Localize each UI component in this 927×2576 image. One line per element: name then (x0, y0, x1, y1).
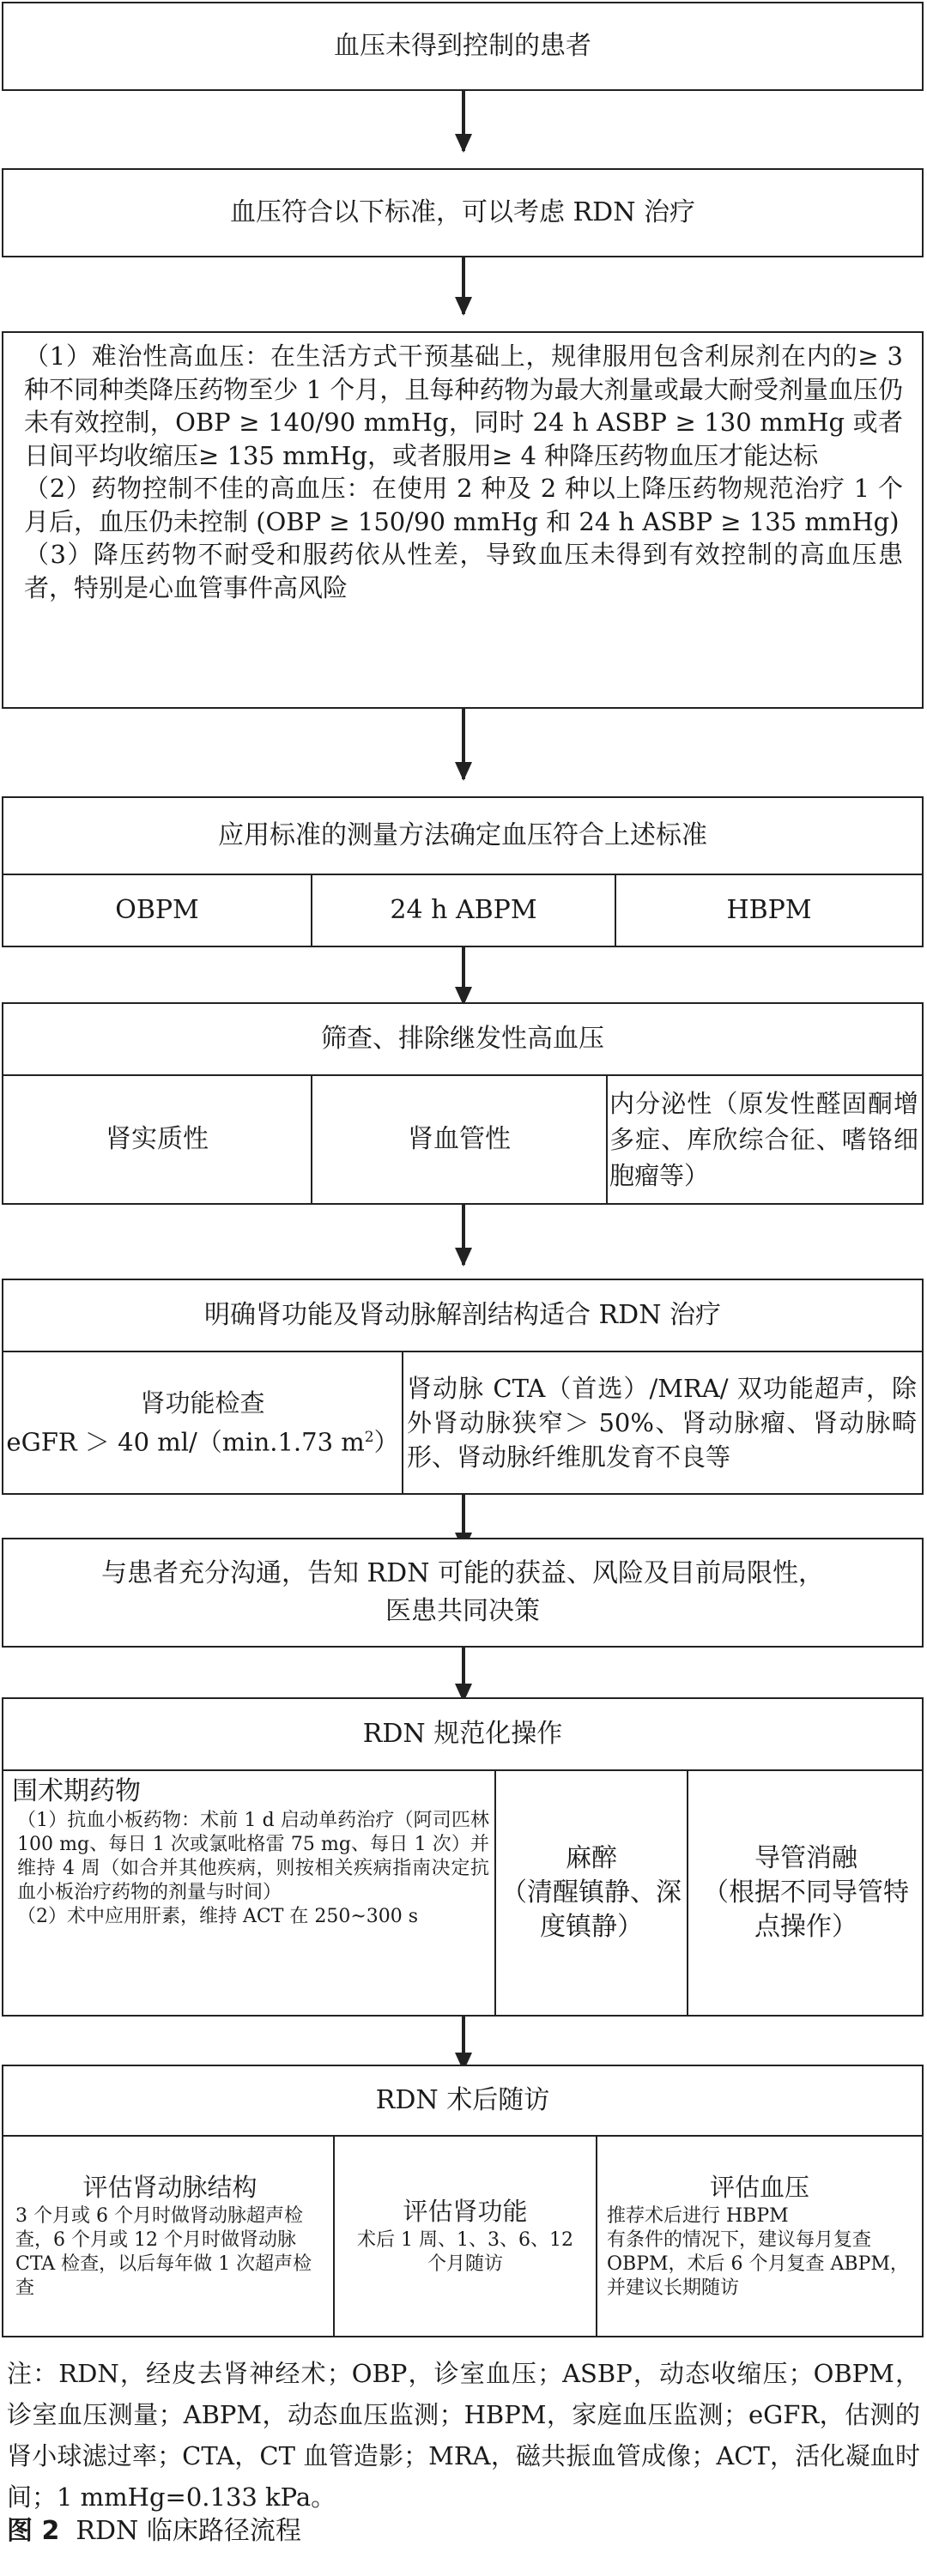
screen-renal-parenchymal: 肾实质性 (106, 1124, 209, 1154)
figure-label: 图 2 (7, 2516, 60, 2546)
figure-title: RDN 临床路径流程 (76, 2516, 301, 2546)
followup-bp-title: 评估血压 (709, 2173, 809, 2202)
perioperative-drugs-cell (12, 1775, 489, 1929)
criterion-1: （1）难治性高血压：在生活方式干预基础上，规律服用包含利尿剂在内的≥ 3 种不同种类降压药物至少 1 个月，且每种药物为最大剂量或最大耐受剂量血压仍未有效控制，OBP ≥ 140/90 mmHg，同时 24 h ASBP ≥ 130 mmHg 或者日间平均收缩压≥ 135 mmHg，或者服用≥ 4 种降压药物血压才能达标 (24, 342, 903, 470)
catheter-ablation-cell: 导管消融 （根据不同导管特点操作） (703, 1843, 909, 1942)
kidney-function-title: 肾功能检查 (140, 1388, 265, 1418)
figure-caption (7, 2509, 301, 2547)
start-box-label: 血压未得到控制的患者 (334, 31, 591, 61)
arrow-4 (462, 947, 465, 1004)
measurement-title: 应用标准的测量方法确定血压符合上述标准 (218, 820, 707, 850)
followup-kidney-title: 评估肾功能 (403, 2197, 528, 2226)
communication-box (2, 1538, 924, 1648)
kidney-function-cell (3, 1352, 402, 1493)
arrow-5 (462, 1205, 465, 1265)
heparin-text: （2）术中应用肝素，维持 ACT 在 250~300 s (17, 1906, 419, 1927)
followup-artery-cell (9, 2137, 331, 2334)
followup-kidney-text: 术后 1 周、1、3、6、12 个月随访 (357, 2229, 573, 2275)
anatomy-box (2, 1279, 924, 1495)
criterion-2: （2）药物控制不佳的高血压：在使用 2 种及 2 种以上降压药物规范治疗 1 个月后，血压仍未控制 (OBP ≥ 150/90 mmHg 和 24 h ASBP ≥ 135 mmHg) (24, 474, 903, 536)
arrow-2 (462, 257, 465, 314)
kidney-function-value: eGFR ＞ 40 ml/（min.1.73 $m^2$） (6, 1427, 399, 1457)
measure-hbpm: HBPM (726, 895, 812, 925)
procedure-title: RDN 规范化操作 (362, 1719, 563, 1749)
followup-title: RDN 术后随访 (375, 2085, 550, 2115)
arrow-8 (462, 2017, 465, 2070)
measurement-box (2, 796, 924, 947)
followup-bp-text: 推荐术后进行 HBPM 有条件的情况下，建议每月复查 OBPM，术后 6 个月复查 ABPM，并建议长期随访 (607, 2205, 909, 2299)
followup-kidney-cell (336, 2137, 594, 2334)
arrow-7 (462, 1648, 465, 1701)
communication-line-1: 与患者充分沟通，告知 RDN 可能的获益、风险及目前局限性， (101, 1558, 824, 1588)
antiplatelet-text: （1）抗血小板药物：术前 1 d 启动单药治疗（阿司匹林 100 mg、每日 1 次或氯吡格雷 75 mg、每日 1 次）并维持 4 周（如合并其他疾病，则按相关疾病指南决定抗血小板治疗药物的剂量与时间） (17, 1810, 489, 1903)
start-box (2, 2, 924, 91)
renal-artery-cell: 肾动脉 CTA（首选）/MRA/ 双功能超声，除外肾动脉狭窄＞ 50%、肾动脉瘤、肾动脉畸形、肾动脉纤维肌发育不良等 (407, 1374, 917, 1472)
screening-title: 筛查、排除继发性高血压 (321, 1024, 604, 1054)
criteria-box (2, 331, 924, 709)
procedure-box (2, 1697, 924, 2017)
criteria-header-label: 血压符合以下标准，可以考虑 RDN 治疗 (230, 197, 695, 227)
measure-abpm: 24 h ABPM (390, 895, 537, 925)
communication-label (3, 1539, 922, 1646)
measure-obpm: OBPM (115, 895, 199, 925)
communication-line-2: 医患共同决策 (385, 1596, 540, 1626)
screen-endocrine: 内分泌性（原发性醛固酮增多症、库欣综合征、嗜铬细胞瘤等） (609, 1089, 918, 1190)
anesthesia-cell: 麻醉 （清醒镇静、深度镇静） (501, 1843, 682, 1942)
followup-bp-cell (599, 2137, 920, 2334)
footnote: 注：RDN，经皮去肾神经术；OBP，诊室血压；ASBP，动态收缩压；OBPM，诊室血压测量；ABPM，动态血压监测；HBPM，家庭血压监测；eGFR，估测的肾小球滤过率；CTA，CT 血管造影；MRA，磁共振血管成像；ACT，活化凝血时间；1 mmHg=0.133 kPa。 (7, 2359, 920, 2512)
followup-artery-text: 3 个月或 6 个月时做肾动脉超声检查，6 个月或 12 个月时做肾动脉 CTA 检查，以后每年做 1 次超声检查 (15, 2205, 312, 2299)
criterion-3: （3）降压药物不耐受和服药依从性差，导致血压未得到有效控制的高血压患者，特别是心血管事件高风险 (24, 540, 903, 602)
perioperative-drugs-title: 围术期药物 (12, 1776, 141, 1806)
arrow-1 (462, 91, 465, 151)
followup-artery-title: 评估肾动脉结构 (82, 2173, 258, 2202)
screen-renovascular: 肾血管性 (408, 1124, 511, 1154)
criteria-header-box (2, 168, 924, 257)
anatomy-title: 明确肾功能及肾动脉解剖结构适合 RDN 治疗 (204, 1300, 721, 1330)
arrow-3 (462, 709, 465, 779)
followup-box (2, 2065, 924, 2337)
screening-box (2, 1002, 924, 1205)
